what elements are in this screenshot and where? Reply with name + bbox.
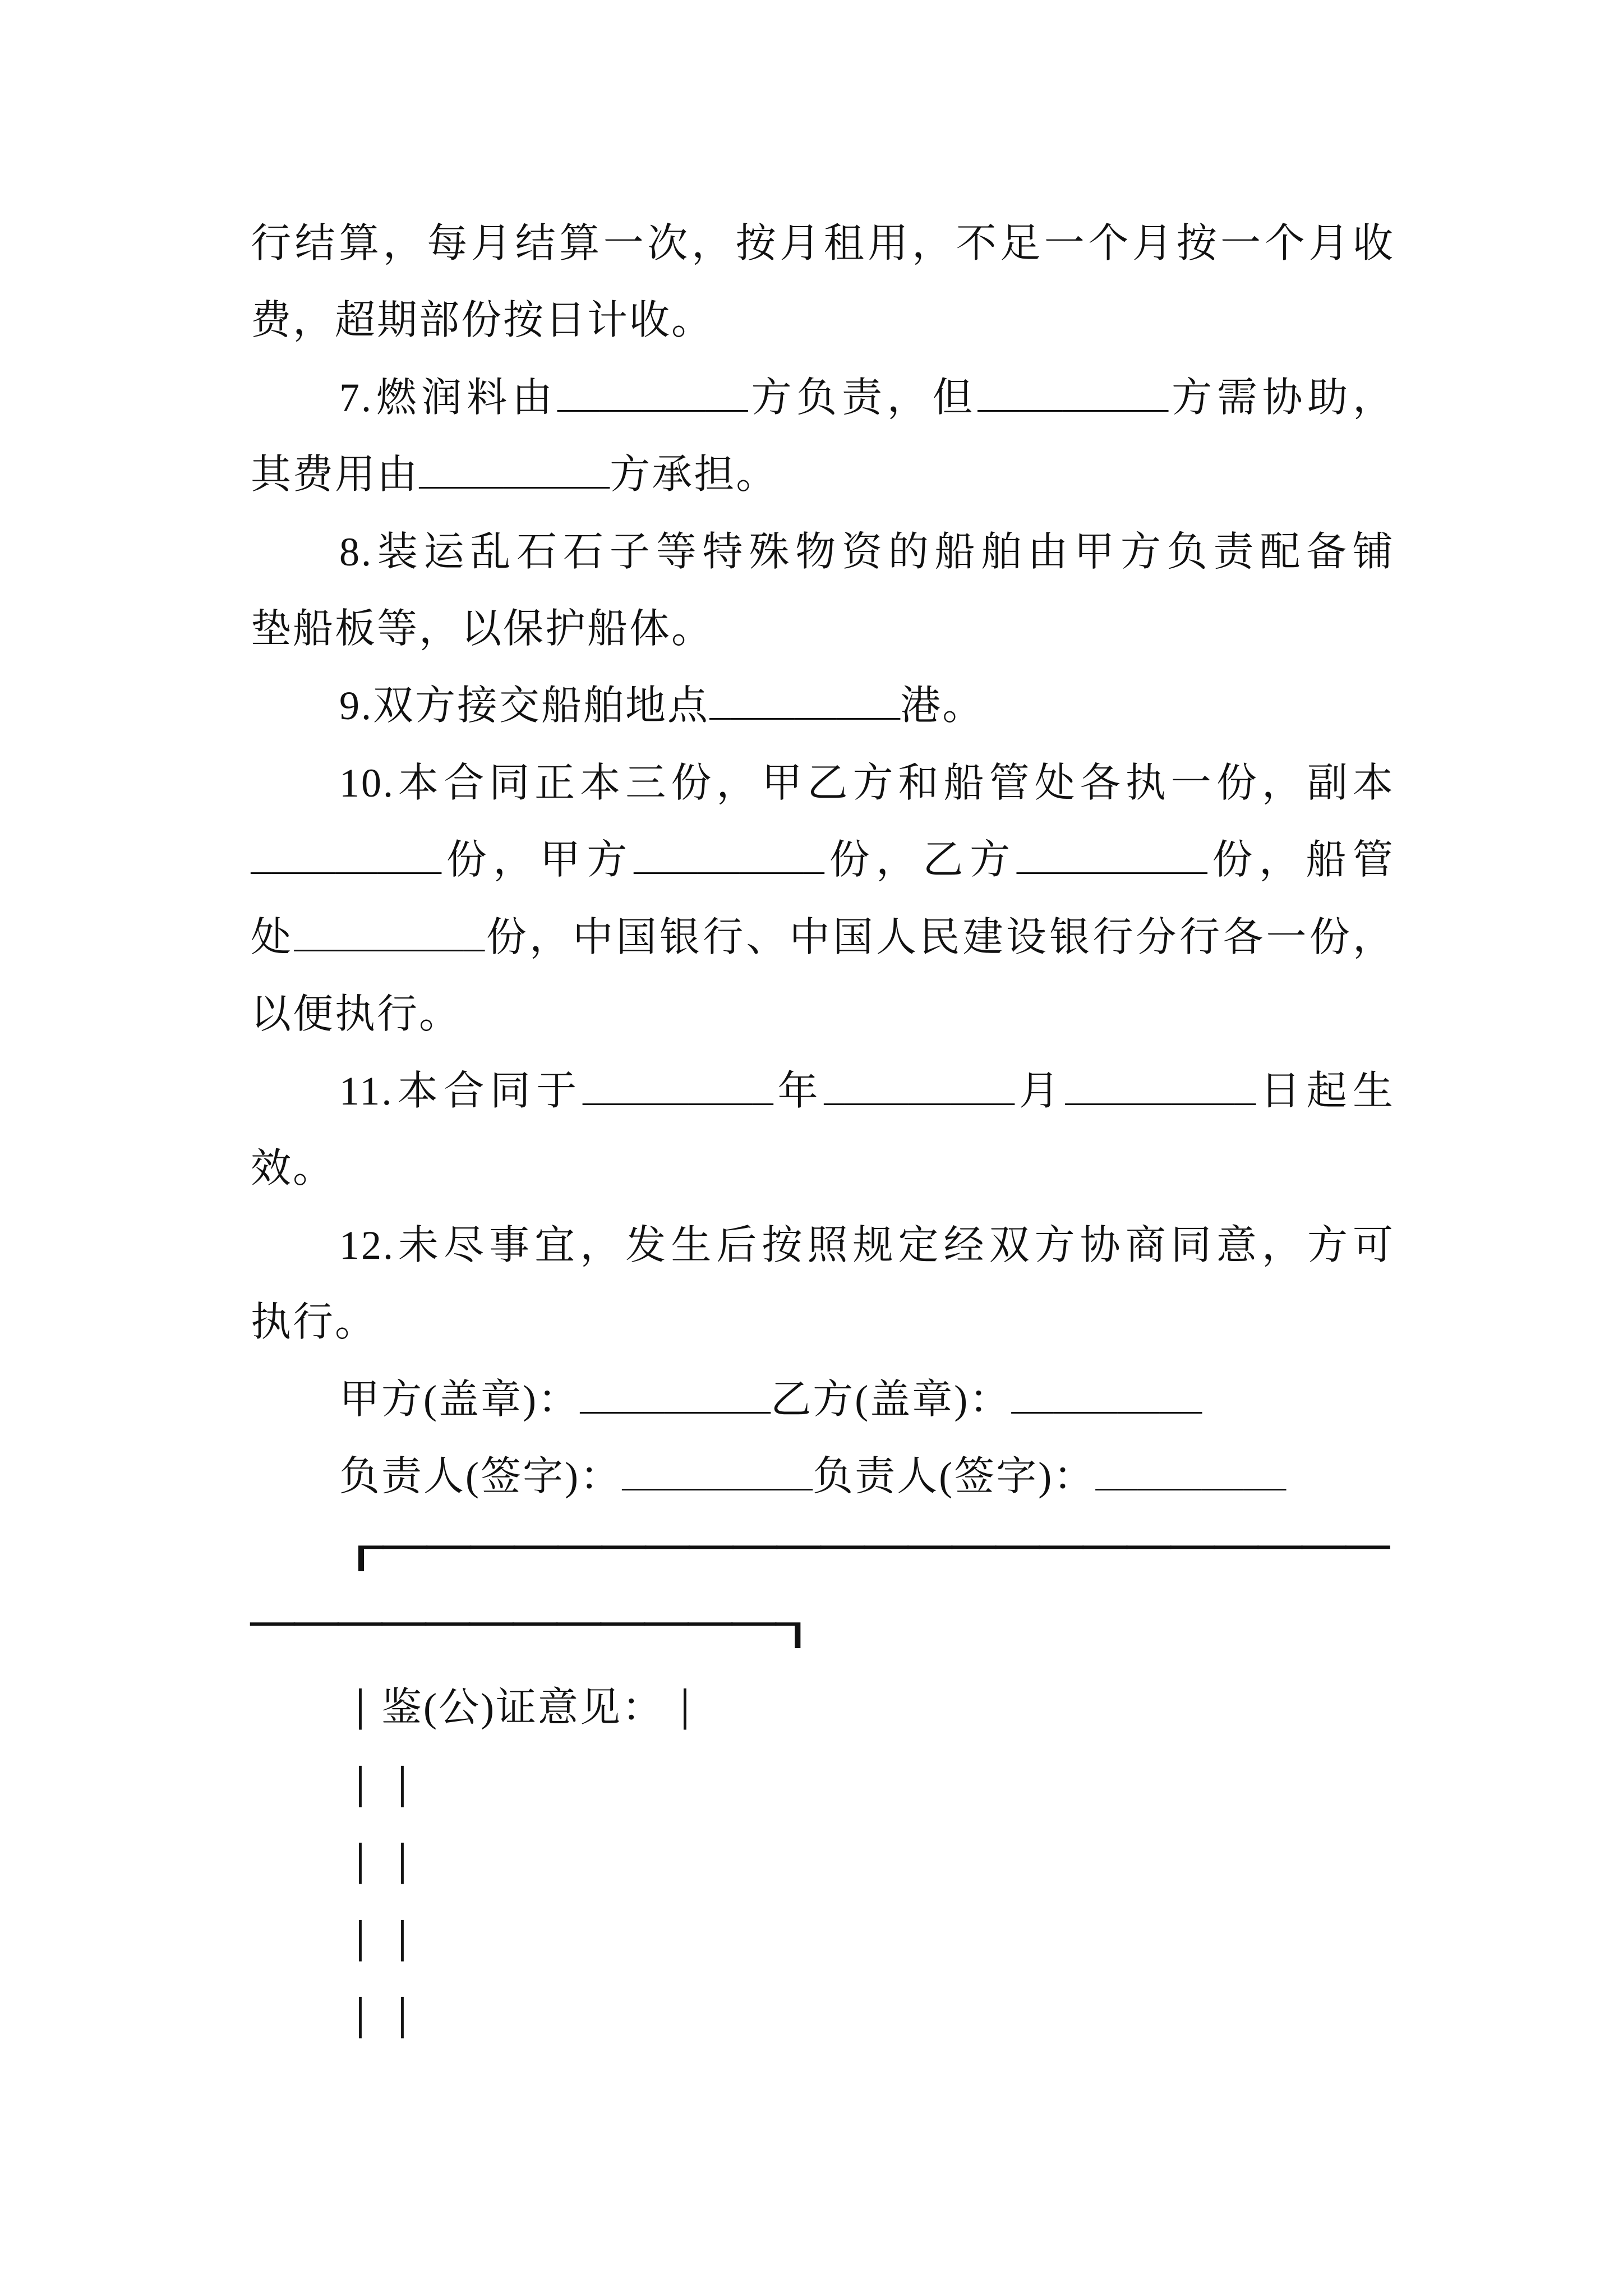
clause-text: 方需协助， <box>1168 375 1395 420</box>
box-top-border: ────────────┐ <box>251 1600 820 1648</box>
party-b-signer-label: 负责人(签字)： <box>813 1454 1096 1499</box>
party-b-seal-label: 乙方(盖章)： <box>771 1377 1012 1422</box>
blank-field: _________ <box>557 378 748 418</box>
clause-12-line-2: 执行。 <box>251 1300 377 1345</box>
signature-signer-row <box>251 1438 1395 1515</box>
clause-text: 份，船管 <box>1207 838 1395 883</box>
box-title-row <box>251 1669 1395 1746</box>
box-left-border: │ <box>349 1765 371 1807</box>
clause-text: 份，中国银行、中国人民建设银行分行各一份， <box>485 914 1395 960</box>
box-left-border: │ <box>349 1996 371 2038</box>
clause-text: 方负责，但 <box>748 375 978 420</box>
box-empty-row <box>251 1747 1395 1824</box>
clause-8-line-1: 8.装运乱石石子等特殊物资的船舶由甲方负责配备铺 <box>339 529 1395 574</box>
clause-7-line-2 <box>251 436 1395 513</box>
clause-text: 11.本合同于 <box>339 1069 583 1114</box>
box-right-border: │ <box>391 1996 413 2038</box>
blank-field: _________ <box>709 687 901 727</box>
clause-10-line-1: 10.本合同正本三份，甲乙方和船管处各执一份，副本 <box>339 760 1395 806</box>
box-right-border: │ <box>391 1765 413 1807</box>
clause-text: 份，甲方 <box>441 838 634 883</box>
box-top-border-row-2 <box>251 1593 1395 1669</box>
party-a-seal-blank: _________ <box>579 1380 771 1420</box>
party-b-signer-blank: _________ <box>1095 1457 1287 1498</box>
blank-field: _________ <box>294 918 485 958</box>
blank-field: _________ <box>419 455 610 496</box>
clause-text: 年 <box>773 1069 824 1114</box>
party-a-signer-label: 负责人(签字)： <box>339 1454 622 1499</box>
clause-11-line-1 <box>251 1053 1395 1130</box>
clause-7-line-1 <box>251 360 1395 436</box>
box-top-border-row-1 <box>251 1516 1395 1593</box>
box-top-border: ┌─────────────────────── <box>339 1523 1390 1571</box>
blank-field: _________ <box>824 1072 1015 1112</box>
box-empty-row <box>251 1824 1395 1901</box>
clause-text: 港。 <box>900 683 985 729</box>
clause-10-line-4: 以便执行。 <box>251 991 462 1037</box>
clause-text: 处 <box>251 914 294 960</box>
clause-6-line-1: 行结算，每月结算一次，按月租用，不足一个月按一个月收 <box>251 221 1395 266</box>
clause-6-line-2: 费，超期部份按日计收。 <box>251 298 714 343</box>
clause-12-line-1: 12.未尽事宜，发生后按照规定经双方协商同意，方可 <box>339 1223 1395 1268</box>
clause-10-line-2 <box>251 822 1395 899</box>
party-a-signer-blank: _________ <box>621 1457 813 1498</box>
blank-field: _________ <box>978 378 1169 418</box>
clause-9-line-1 <box>251 668 1395 744</box>
party-a-seal-label: 甲方(盖章)： <box>339 1377 580 1422</box>
clause-text: 日起生 <box>1256 1069 1395 1114</box>
box-right-border: │ <box>674 1688 696 1730</box>
box-right-border: │ <box>391 1843 413 1884</box>
signature-seal-row <box>251 1361 1395 1438</box>
party-b-seal-blank: _________ <box>1011 1380 1202 1420</box>
clause-11-line-2: 效。 <box>251 1145 335 1191</box>
clause-text: 7.燃润料由 <box>339 375 557 420</box>
blank-field: _________ <box>633 841 825 881</box>
contract-page <box>251 205 1395 2055</box>
blank-field: _________ <box>1016 841 1207 881</box>
notarization-opinion-label: 鉴(公)证意见： <box>381 1685 664 1731</box>
box-left-border: │ <box>349 1920 371 1961</box>
box-left-border: │ <box>349 1843 371 1884</box>
clause-text: 方承担。 <box>610 452 778 498</box>
clause-10-line-3 <box>251 899 1395 976</box>
box-empty-row <box>251 1978 1395 2055</box>
box-empty-row <box>251 1901 1395 1978</box>
blank-field: _________ <box>1065 1072 1256 1112</box>
box-left-border: │ <box>349 1688 371 1730</box>
clause-text: 其费用由 <box>251 452 419 498</box>
clause-text: 9.双方接交船舶地点 <box>339 683 710 729</box>
clause-text: 月 <box>1015 1069 1066 1114</box>
box-right-border: │ <box>391 1920 413 1961</box>
blank-field: _________ <box>582 1072 774 1112</box>
blank-field: _________ <box>251 841 442 881</box>
clause-text: 份，乙方 <box>824 838 1017 883</box>
clause-8-line-2: 垫船板等，以保护船体。 <box>251 606 714 651</box>
